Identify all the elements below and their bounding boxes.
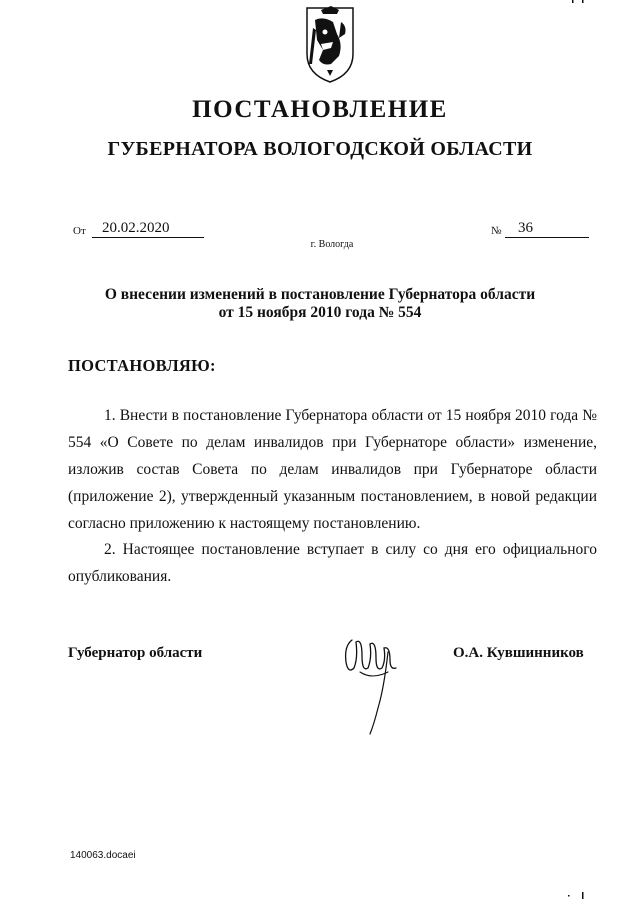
- number-label: №: [491, 225, 502, 237]
- coat-of-arms-icon: [303, 4, 357, 84]
- scan-mark-icon: [566, 892, 588, 900]
- document-title: ПОСТАНОВЛЕНИЕ: [192, 96, 448, 123]
- number-underline: [505, 237, 589, 238]
- signatory-name: О.А. Кувшинников: [453, 645, 584, 661]
- paragraph-1: 1. Внести в постановление Губернатора области от 15 ноября 2010 года № 554 «О Совете по делам инвалидов при Губернаторе области» изменение, изложив состав Совета по делам инвалидов при Губернаторе области (приложение 2), утвержденный указанным постановлением, в новой редакции согласно приложению к настоящему постановлению.: [68, 407, 597, 532]
- number-value: 36: [518, 220, 533, 236]
- city-label: г. Вологда: [310, 239, 354, 250]
- scan-mark-icon: [570, 0, 590, 4]
- document-heading-line-2: от 15 ноября 2010 года № 554: [218, 304, 422, 321]
- decree-word: ПОСТАНОВЛЯЮ:: [68, 356, 216, 375]
- document-heading-line-1: О внесении изменений в постановление Губернатора области: [104, 286, 536, 303]
- date-value: 20.02.2020: [102, 220, 170, 236]
- date-underline: [92, 237, 204, 238]
- document-file-id: 140063.docaei: [70, 850, 136, 861]
- document-subtitle: ГУБЕРНАТОРА ВОЛОГОДСКОЙ ОБЛАСТИ: [107, 138, 533, 160]
- paragraph-2: 2. Настоящее постановление вступает в силу со дня его официального опубликования.: [68, 541, 597, 585]
- signatory-position: Губернатор области: [68, 645, 203, 661]
- handwritten-signature-icon: [338, 628, 410, 738]
- date-label: От: [73, 225, 86, 237]
